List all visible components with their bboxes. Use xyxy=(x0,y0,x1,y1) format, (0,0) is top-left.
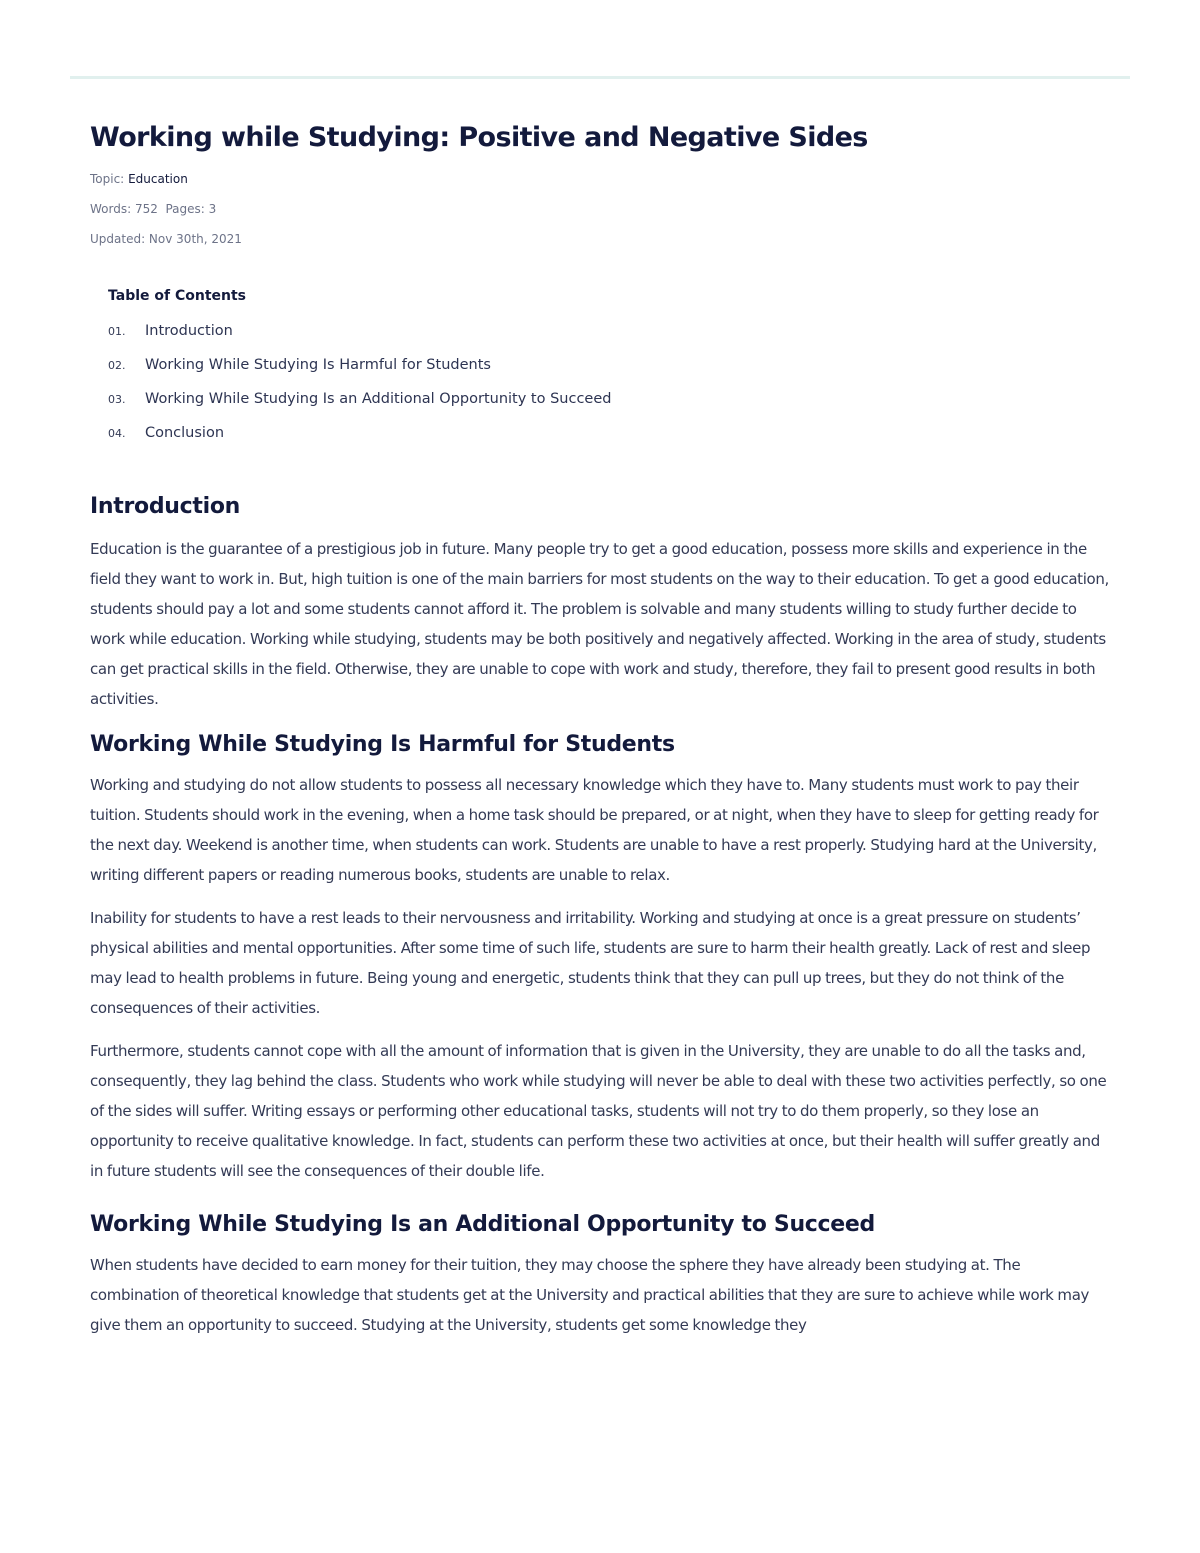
toc-link-opportunity[interactable]: Working While Studying Is an Additional Opportunity to Succeed xyxy=(145,391,612,407)
toc-number: 03. xyxy=(108,393,126,406)
document-title: Working while Studying: Positive and Negative Sides xyxy=(90,122,868,153)
words-pages-meta: Words: 752 Pages: 3 xyxy=(90,202,217,216)
toc-item-harmful xyxy=(108,348,1110,382)
toc-item-conclusion xyxy=(108,416,1110,450)
updated-meta: Updated: Nov 30th, 2021 xyxy=(90,232,242,246)
paragraph: When students have decided to earn money for their tuition, they may choose the sphere they have already been studying at. The combination of theoretical knowledge that students get at the University and practical abilities that they are sure to achieve while work may give them an opportunity to succeed. Studying at the University, students get some knowledge they xyxy=(90,1256,1090,1334)
toc-number: 01. xyxy=(108,325,126,338)
document-body xyxy=(90,118,1110,1340)
toc-list xyxy=(108,314,1110,450)
table-of-contents xyxy=(108,284,1110,450)
section-heading-opportunity: Working While Studying Is an Additional Opportunity to Succeed xyxy=(90,1212,875,1237)
paragraph: Inability for students to have a rest leads to their nervousness and irritability. Working and studying at once is a great pressure on students’ physical abilities and mental opportunities. After some time of such life, students are sure to harm their health greatly. Lack of rest and sleep may lead to health problems in future. Being young and energetic, students think that they can pull up trees, but they do not think of the consequences of their activities. xyxy=(90,909,1091,1017)
toc-link-conclusion[interactable]: Conclusion xyxy=(145,425,225,441)
section-heading-harmful: Working While Studying Is Harmful for Students xyxy=(90,732,675,757)
toc-link-introduction[interactable]: Introduction xyxy=(145,323,233,339)
paragraph: Furthermore, students cannot cope with all the amount of information that is given in the University, they are unable to do all the tasks and, consequently, they lag behind the class. Students who work while studying will never be able to deal with these two activities perfectly, so one of the sides will suffer. Writing essays or performing other educational tasks, students will not try to do them properly, so they lose an opportunity to receive qualitative knowledge. In fact, students can perform these two activities at once, but their health will suffer greatly and in future students will see the consequences of their double life. xyxy=(90,1042,1107,1180)
paragraph: Education is the guarantee of a prestigious job in future. Many people try to get a good education, possess more skills and experience in the field they want to work in. But, high tuition is one of the main barriers for most students on the way to their education. To get a good education, students should pay a lot and some students cannot afford it. The problem is solvable and many students willing to study further decide to work while education. Working while studying, students may be both positively and negatively affected. Working in the area of study, students can get practical skills in the field. Otherwise, they are unable to cope with work and study, therefore, they fail to present good results in both activities. xyxy=(90,540,1109,708)
toc-item-opportunity xyxy=(108,382,1110,416)
topic-meta xyxy=(90,164,1110,194)
top-divider xyxy=(70,76,1130,79)
paragraph: Working and studying do not allow students to possess all necessary knowledge which they have to. Many students must work to pay their tuition. Students should work in the evening, when a home task should be prepared, or at night, when they have to sleep for getting ready for the next day. Weekend is another time, when students can work. Students are unable to have a rest properly. Studying hard at the University, writing different papers or reading numerous books, students are unable to relax. xyxy=(90,776,1099,884)
topic-label: Topic: xyxy=(90,172,125,186)
toc-item-introduction xyxy=(108,314,1110,348)
section-heading-introduction: Introduction xyxy=(90,494,241,519)
topic-value[interactable]: Education xyxy=(128,172,188,186)
toc-number: 04. xyxy=(108,427,126,440)
toc-number: 02. xyxy=(108,359,126,372)
toc-title: Table of Contents xyxy=(108,288,247,304)
toc-link-harmful[interactable]: Working While Studying Is Harmful for Students xyxy=(145,357,491,373)
